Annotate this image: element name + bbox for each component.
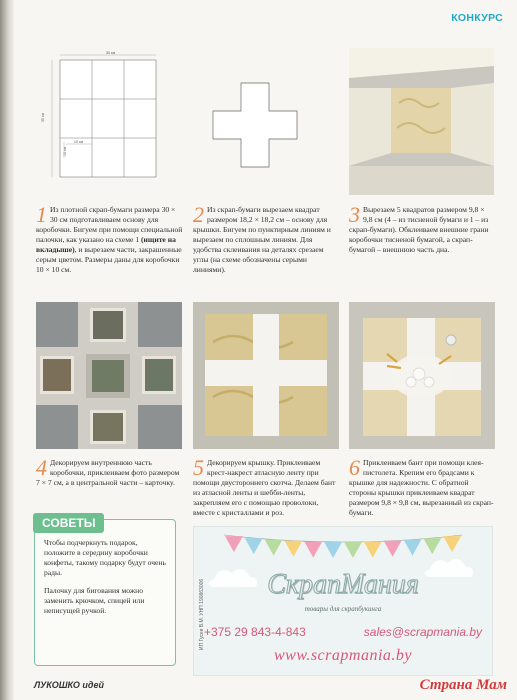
step-4 [36,455,184,488]
scheme-dim-inner-side: 10 см [63,146,67,156]
tip-2: Палочку для бигования можно заменить крючком, спицей или неписущей ручкой. [44,586,145,616]
step-1-text-2: , и вырезаем части, закрашенные серым цветом. Размеры даны для коробочки 10 × 10 см. [36,245,182,275]
step-4-number: 4 [36,455,47,480]
photo-step-5 [193,302,339,449]
site-watermark: Страна Мам [419,677,507,693]
step-5 [193,455,339,518]
page-binding [0,0,14,700]
photo-step-3 [349,48,494,195]
magazine-brand: ЛУКОШКО идей [34,680,104,690]
step-4-text: Декорируем внутреннюю часть коробочки, приклеиваем фото размером 7 × 7 см, а в центральной части – карточку. [36,458,180,488]
step-1-number: 1 [36,202,47,227]
cross-shape [213,83,297,167]
ad-phone: +375 29 843-4-843 [204,625,306,639]
step-3-number: 3 [349,202,360,227]
ad-website[interactable]: www.scrapmania.by [274,647,412,664]
step-1 [36,202,184,275]
step-2-text: Из скрап-бумаги вырезаем квадрат размером 18,2 × 18,2 см – основу для крышки. Бигуем по пунктирным линиям и вырезаем по сплошным линиям. Для удобства склеивания на деталях срезаем углы (на схеме обозначены серыми линиями). [193,205,331,275]
ad-tagline: товары для скрапбукинга [304,605,382,613]
photo-5-svg [193,302,339,449]
step-2-number: 2 [193,202,204,227]
ad-vertical-text: ИП Гусев В.М. УНП 190863006 [199,578,205,650]
photo-step-6 [349,302,495,449]
scheme-1-sheet [60,60,156,177]
step-3 [349,202,495,255]
tips-title: СОВЕТЫ [33,513,104,533]
scheme-dim-top: 30 см [106,51,116,55]
scheme-2-diagram [193,48,333,196]
scrapmania-ad [193,526,493,676]
step-1-bold: (ищите на вкладыше) [36,235,176,255]
photo-4-svg [36,302,182,449]
scheme-2-svg [193,48,333,196]
step-5-text: Декорируем крышку. Приклеиваем крест-накрест атласную ленту при помощи двустороннего скотча. Делаем бант из атласной ленты и шебби-ленты, закрепляем его с помощью проволоки, вместе с кристаллами и роз. [193,458,336,518]
step-1-text: Из плотной скрап-бумаги размера 30 × 30 см подготавливаем основу для коробочки. Бигуем при помощи специальной палочки, как указано на схеме 1 [36,205,183,245]
step-3-text: Вырезаем 5 квадратов размером 9,8 × 9,8 см (4 – из тисненой бумаги и 1 – из скрап-бумаги). Обклеиваем внешние грани коробочки тисненой бумагой, а скрап-бумагой – внешнюю часть дна. [349,205,489,255]
photo-step-4 [36,302,182,449]
tips-box [34,516,176,666]
photo-3-svg [349,48,494,195]
scheme-1-diagram [36,48,176,196]
scheme-1-svg [36,48,176,196]
step-6-number: 6 [349,455,360,480]
step-2 [193,202,339,275]
step-5-number: 5 [193,455,204,480]
scheme-dim-inner: 10 см [74,140,84,144]
tip-1: Чтобы подчеркнуть подарок, положите в середину коробочки конфеты, такому подарку будут очень рады. [44,538,166,578]
step-6 [349,455,495,518]
scheme-dim-left: 30 см [41,112,45,122]
ad-email[interactable]: sales@scrapmania.by [363,625,482,639]
ad-brand-logo: СкрапМания [267,569,419,600]
section-tag: КОНКУРС [451,12,503,24]
step-6-text: Приклеиваем бант при помощи клея-пистолета. Крепим его брадсами к крышке для надежности. С обратной стороны крышки приклеиваем квадрат размером 9,8 × 9,8 см, вырезанный из скрап-бумаги. [349,458,494,518]
photo-6-svg [349,302,495,449]
